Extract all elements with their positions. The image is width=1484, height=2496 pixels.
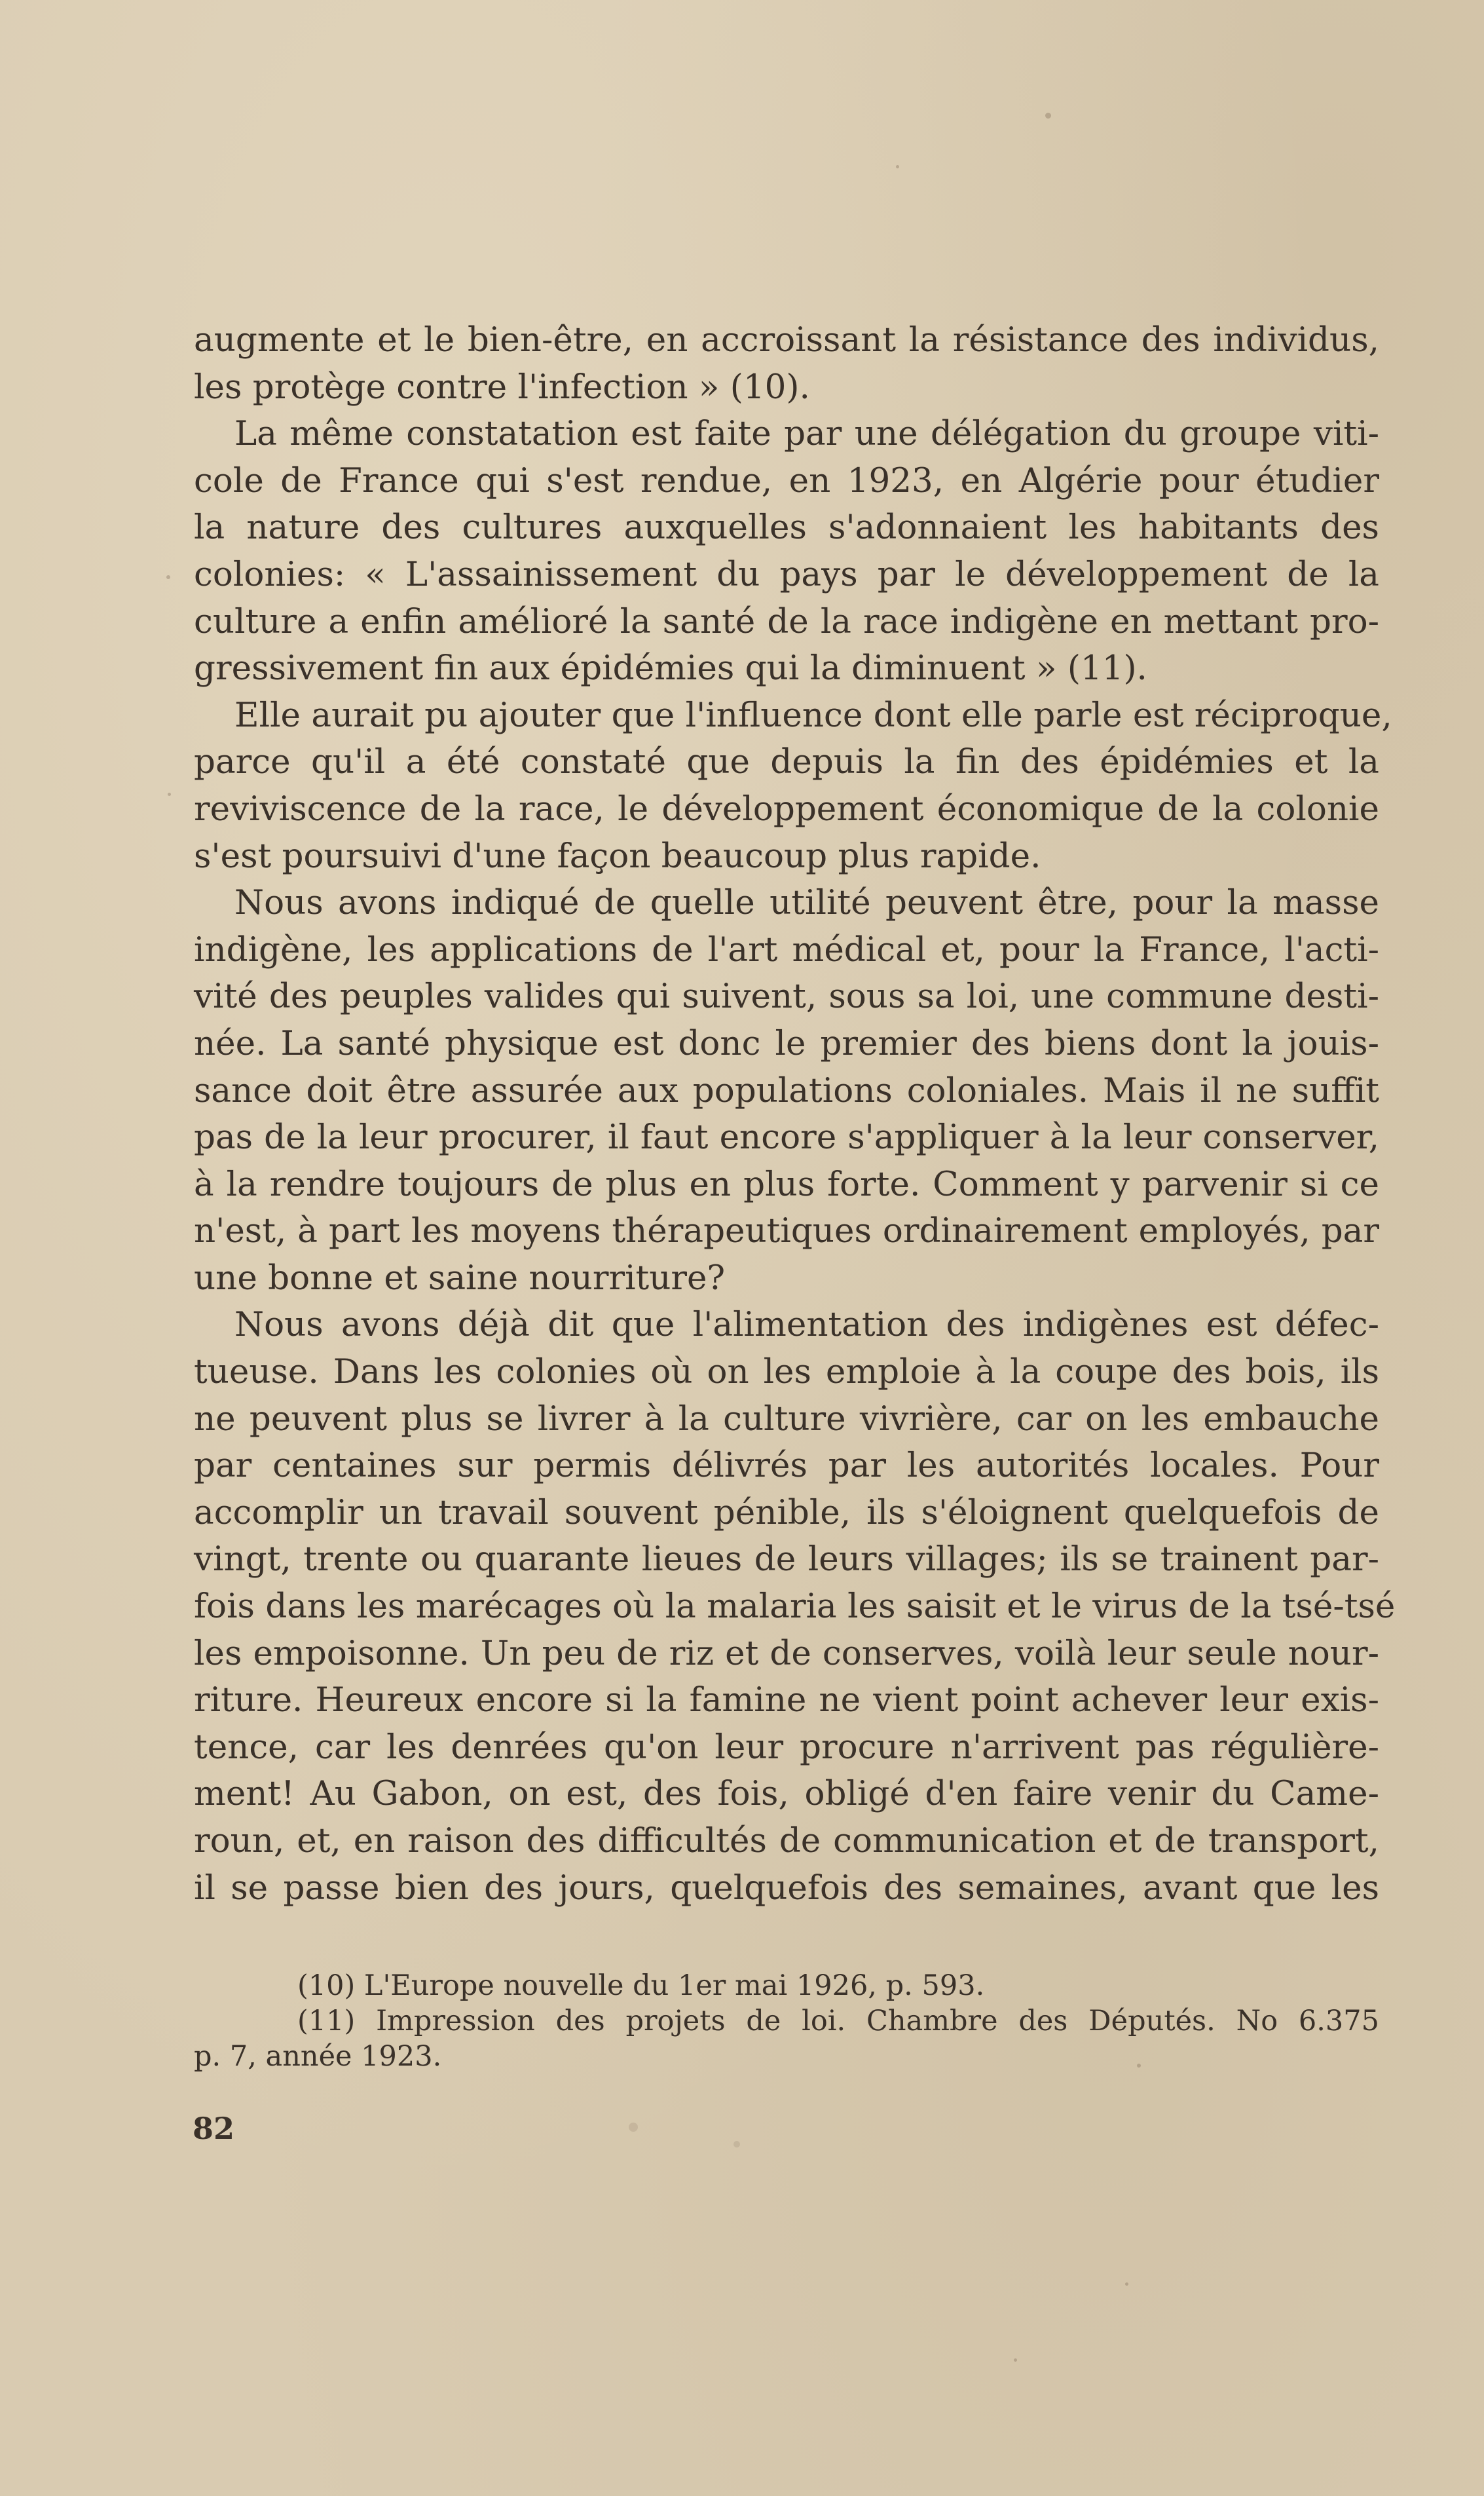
body-text [194,317,1396,1912]
body-line: cole de France qui s'est rendue, en 1923, en Algérie pour étudier [194,461,1379,501]
body-line: fois dans les marécages où la malaria les saisit et le virus de la tsé-tsé [194,1587,1396,1627]
paper-speck [1045,113,1051,119]
body-line: riture. Heureux encore si la famine ne vient point achever leur exis- [194,1680,1379,1720]
body-line: indigène, les applications de l'art médical et, pour la France, l'acti- [194,930,1379,970]
page-number: 82 [193,2111,235,2146]
body-line: culture a enfin amélioré la santé de la race indigène en mettant pro- [194,601,1379,641]
body-line: vingt, trente ou quarante lieues de leurs villages; ils se trainent par- [194,1540,1379,1579]
footnotes [194,1968,1379,2074]
paper-speck [629,2123,638,2132]
body-line: reviviscence de la race, le développement économique de la colonie [194,789,1379,829]
paper-speck [1014,2358,1017,2362]
body-line: ne peuvent plus se livrer à la culture vivrière, car on les embauche [194,1399,1379,1439]
body-line: une bonne et saine nourriture? [194,1258,726,1298]
body-line: à la rendre toujours de plus en plus forte. Comment y parvenir si ce [194,1164,1379,1204]
body-line: tueuse. Dans les colonies où on les emploie à la coupe des bois, ils [194,1352,1379,1392]
footnote-10: (10) L'Europe nouvelle du 1er mai 1926, p. 593. [297,1969,985,2002]
footnote-11: (11) Impression des projets de loi. Chambre des Députés. No 6.375 [297,2005,1379,2037]
body-line: il se passe bien des jours, quelquefois des semaines, avant que les [194,1868,1379,1908]
body-line: tence, car les denrées qu'on leur procure n'arrivent pas régulière- [194,1727,1379,1767]
paper-speck [896,165,899,168]
body-line: Nous avons indiqué de quelle utilité peuvent être, pour la masse [234,883,1379,923]
body-line: parce qu'il a été constaté que depuis la fin des épidémies et la [194,742,1379,782]
body-line: accomplir un travail souvent pénible, ils s'éloignent quelquefois de [194,1492,1379,1532]
footnote-11-continuation: p. 7, année 1923. [194,2040,442,2073]
body-line: Elle aurait pu ajouter que l'influence dont elle parle est réciproque, [234,695,1392,735]
paper-speck [168,793,171,796]
body-line: n'est, à part les moyens thérapeutiques ordinairement employés, par [194,1211,1379,1251]
body-line: vité des peuples valides qui suivent, sous sa loi, une commune desti- [194,977,1379,1017]
body-line: sance doit être assurée aux populations coloniales. Mais il ne suffit [194,1070,1379,1110]
paper-speck [733,2141,740,2147]
paper-speck [166,575,170,579]
body-line: La même constatation est faite par une délégation du groupe viti- [234,414,1379,454]
body-line: ment! Au Gabon, on est, des fois, obligé d'en faire venir du Came- [194,1774,1379,1814]
body-line: les empoisonne. Un peu de riz et de conserves, voilà leur seule nour- [194,1633,1379,1673]
body-line: Nous avons déjà dit que l'alimentation des indigènes est défec- [234,1305,1379,1345]
body-line: née. La santé physique est donc le premier des biens dont la jouis- [194,1023,1379,1063]
body-line: les protège contre l'infection » (10). [194,367,810,407]
paper-speck [1125,2282,1128,2286]
body-line: par centaines sur permis délivrés par les autorités locales. Pour [194,1446,1379,1486]
body-line: s'est poursuivi d'une façon beaucoup plus rapide. [194,836,1041,876]
body-line: augmente et le bien-être, en accroissant la résistance des individus, [194,320,1379,360]
body-line: roun, et, en raison des difficultés de communication et de transport, [194,1821,1379,1861]
body-line: pas de la leur procurer, il faut encore s'appliquer à la leur conserver, [194,1118,1379,1158]
body-line: colonies: « L'assainissement du pays par le développement de la [194,554,1379,594]
body-line: la nature des cultures auxquelles s'adonnaient les habitants des [194,508,1379,548]
body-line: gressivement fin aux épidémies qui la diminuent » (11). [194,649,1147,689]
